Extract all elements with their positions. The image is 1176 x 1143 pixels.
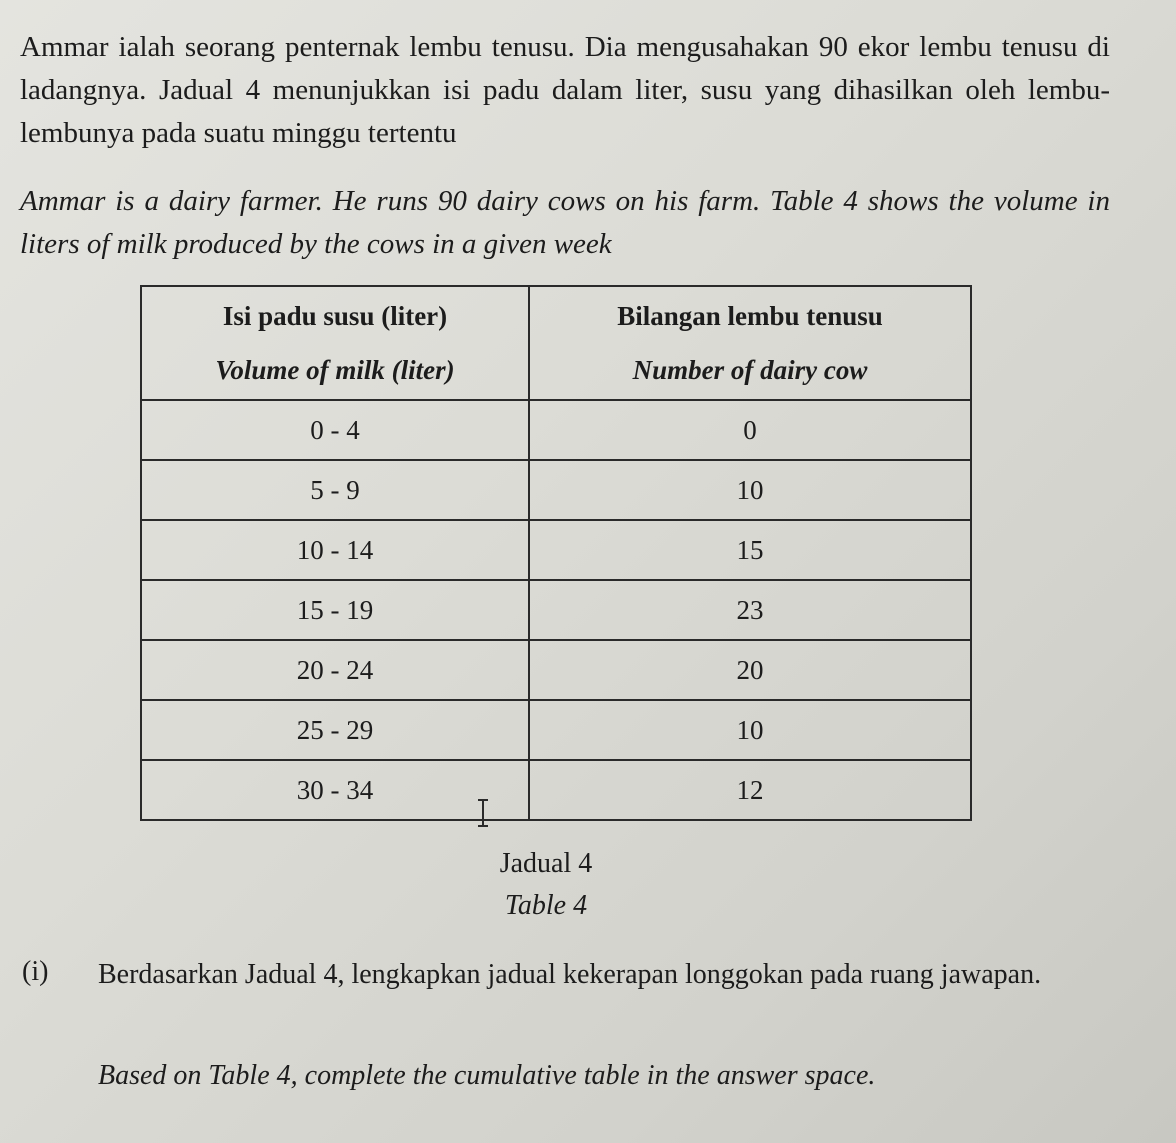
table-row <box>141 760 971 820</box>
count-cell: 0 <box>529 400 971 460</box>
text-cursor-icon <box>476 798 490 828</box>
volume-cell: 30 - 34 <box>141 760 529 820</box>
table-caption-english: Table 4 <box>504 890 588 921</box>
header-volume-english: Volume of milk (liter) <box>215 355 455 385</box>
volume-cell: 10 - 14 <box>141 520 529 580</box>
question-malay: Berdasarkan Jadual 4, lengkapkan jadual kekerapan longgokan pada ruang jawapan. <box>98 959 1042 990</box>
volume-cell: 20 - 24 <box>141 640 529 700</box>
table-row <box>141 580 971 640</box>
table-row <box>141 460 971 520</box>
header-count-english: Number of dairy cow <box>632 355 868 385</box>
header-count-malay: Bilangan lembu tenusu <box>617 301 883 331</box>
question-english: Based on Table 4, complete the cumulative table in the answer space. <box>98 1060 876 1091</box>
count-cell: 10 <box>529 700 971 760</box>
table-row <box>141 400 971 460</box>
header-volume-malay: Isi padu susu (liter) <box>222 301 448 331</box>
count-cell: 20 <box>529 640 971 700</box>
table-row <box>141 520 971 580</box>
table-row <box>141 640 971 700</box>
milk-volume-table <box>140 285 972 821</box>
intro-malay: Ammar ialah seorang penternak lembu tenusu. Dia mengusahakan 90 ekor lembu tenusu di ladangnya. Jadual 4 menunjukkan isi padu dalam liter, susu yang dihasilkan oleh lembu-lembunya pada suatu minggu tertentu <box>20 31 1110 149</box>
count-cell: 23 <box>529 580 971 640</box>
volume-cell: 5 - 9 <box>141 460 529 520</box>
table-header-row <box>141 286 971 400</box>
count-cell: 10 <box>529 460 971 520</box>
header-count <box>529 286 971 400</box>
header-volume <box>141 286 529 400</box>
intro-english: Ammar is a dairy farmer. He runs 90 dairy cows on his farm. Table 4 shows the volume in liters of milk produced by the cows in a given week <box>20 185 1110 260</box>
count-cell: 15 <box>529 520 971 580</box>
table-row <box>141 700 971 760</box>
volume-cell: 25 - 29 <box>141 700 529 760</box>
volume-cell: 0 - 4 <box>141 400 529 460</box>
count-cell: 12 <box>529 760 971 820</box>
table-caption-malay: Jadual 4 <box>499 848 593 879</box>
question-number: (i) <box>22 956 49 987</box>
volume-cell: 15 - 19 <box>141 580 529 640</box>
